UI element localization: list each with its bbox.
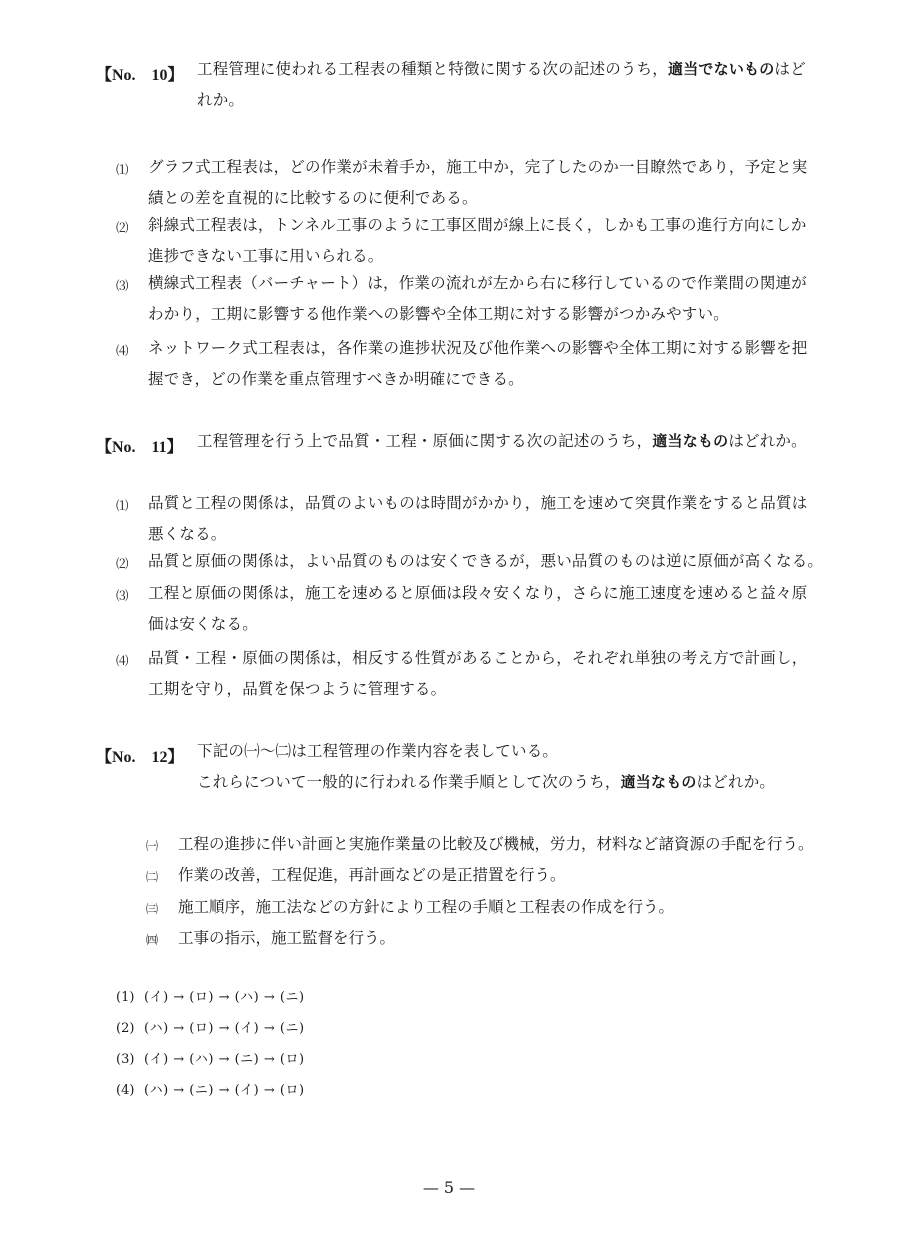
question-intro: 下記の㈠〜㈡は工程管理の作業内容を表している。 [197,742,559,760]
option-number: ⑷ [116,343,129,358]
option-text: 品質と工程の関係は，品質のよいものは時間がかかり，施工を速めて突貫作業をすると品質は悪くなる。 [148,494,808,543]
option-text: グラフ式工程表は，どの作業が未着手か，施工中か，完了したのか一目瞭然であり，予定と実績との差を直視的に比較するのに便利である。 [148,158,808,207]
q12-option-1 [116,988,305,1008]
option-sequence: (ハ) → (ニ) → (イ) → (ロ) [144,1083,305,1098]
emphasis: 適当なもの [652,432,729,450]
page-number: — 5 — [422,1178,476,1197]
option-text: 工程と原価の関係は，施工を速めると原価は段々安くなり，さらに施工速度を速めると益々原価は安くなる。 [148,584,808,633]
option-sequence: (イ) → (ハ) → (ニ) → (ロ) [144,1052,305,1067]
q12-option-2 [116,1019,305,1039]
option-text: 品質・工程・原価の関係は，相反する性質があることから，それぞれ単独の考え方で計画し，工期を守り，品質を保つように管理する。 [148,649,808,698]
emphasis: 適当でないもの [668,60,775,78]
option-number: (1) [116,990,135,1005]
option-number: ⑵ [116,556,129,571]
option-sequence: (ハ) → (ロ) → (イ) → (ニ) [144,1021,305,1036]
option-text: 品質と原価の関係は，よい品質のものは安くできるが，悪い品質のものは逆に原価が高くなる。 [148,552,824,570]
item-text: 作業の改善，工程促進，再計画などの是正措置を行う。 [178,866,566,884]
item-text: 工程の進捗に伴い計画と実施作業量の比較及び機械，労力，材料など諸資源の手配を行う。 [178,835,814,853]
option-number: (4) [116,1083,135,1098]
option-number: ⑵ [116,220,129,235]
option-text: 斜線式工程表は，トンネル工事のように工事区間が線上に長く，しかも工事の進行方向にしか進捗できない工事に用いられる。 [148,216,807,265]
item-marker: ㈠ [146,839,159,853]
option-number: ⑶ [116,278,129,293]
q12-option-4 [116,1081,305,1101]
option-number: ⑷ [116,653,129,668]
question-number: 【No. 12】 [96,749,184,766]
option-number: ⑴ [116,498,129,513]
option-sequence: (イ) → (ロ) → (ハ) → (ニ) [144,990,305,1005]
item-marker: ㈢ [146,902,159,916]
item-marker: ㈡ [146,870,159,884]
question-text: 工程管理を行う上で品質・工程・原価に関する次の記述のうち，適当なものはどれか。 [197,432,807,450]
item-marker: ㈣ [146,933,159,947]
question-number: 【No. 10】 [96,67,184,84]
q12-option-3 [116,1050,305,1070]
emphasis: 適当なもの [620,773,697,791]
question-number: 【No. 11】 [96,439,183,456]
item-text: 工事の指示，施工監督を行う。 [178,929,396,947]
option-number: (2) [116,1021,135,1036]
option-number: ⑴ [116,162,129,177]
option-text: 横線式工程表（バーチャート）は，作業の流れが左から右に移行しているので作業間の関連がわかり，工期に影響する他作業への影響や全体工期に対する影響がつかみやすい。 [148,274,807,323]
question-text: 工程管理に使われる工程表の種類と特徴に関する次の記述のうち，適当でないものはどれか。 [197,60,806,109]
option-number: (3) [116,1052,135,1067]
option-number: ⑶ [116,588,129,603]
question-text: これらについて一般的に行われる作業手順として次のうち，適当なものはどれか。 [197,773,776,791]
item-text: 施工順序，施工法などの方針により工程の手順と工程表の作成を行う。 [178,898,675,916]
option-text: ネットワーク式工程表は，各作業の進捗状況及び他作業への影響や全体工期に対する影響を把握でき，どの作業を重点管理すべきか明確にできる。 [148,339,808,388]
